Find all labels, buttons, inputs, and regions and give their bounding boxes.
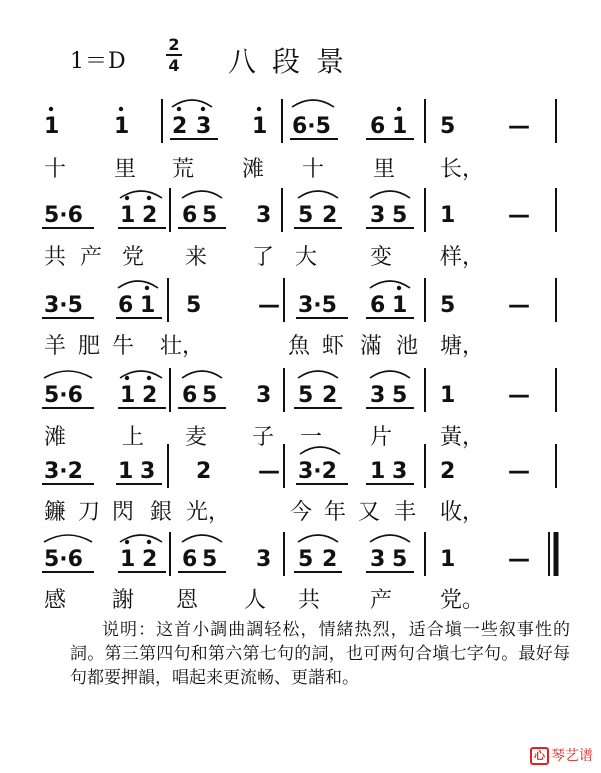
lyric-char: 人 bbox=[244, 588, 267, 613]
lyric-line-2 bbox=[0, 243, 601, 273]
note: 1 bbox=[392, 293, 408, 318]
note: 1 bbox=[44, 114, 60, 139]
slur bbox=[370, 281, 410, 288]
note: 5 bbox=[202, 547, 218, 572]
slur bbox=[370, 191, 410, 198]
lyric-char: 丰 bbox=[394, 500, 417, 525]
note: 3·2 bbox=[44, 459, 83, 484]
explanation-note: 说明：这首小調曲調轻松，情緒热烈，适合塡一些叙事性的詞。第三第四句和第六第七句的詞，也可两句合塡七字句。最好每句都要押韻，唱起来更流畅、更諧和。 bbox=[70, 620, 570, 688]
lyric-char: 鐮 bbox=[44, 500, 67, 525]
note: 5 bbox=[440, 114, 456, 139]
lyric-char: 麦 bbox=[185, 425, 208, 450]
watermark-icon: 心 bbox=[530, 747, 549, 765]
lyric-char: 滩 bbox=[44, 425, 67, 450]
lyric-char: 謝 bbox=[112, 588, 135, 613]
lyric-char: 滩 bbox=[242, 157, 265, 182]
slur bbox=[292, 100, 334, 107]
lyric-char: 感 bbox=[44, 588, 67, 613]
slur bbox=[182, 191, 222, 198]
lyric-char: 刀 bbox=[78, 500, 101, 525]
note: — bbox=[258, 293, 280, 318]
note: 3 bbox=[370, 203, 386, 228]
note: 1 bbox=[140, 293, 156, 318]
note: 1 bbox=[392, 114, 408, 139]
note: 5 bbox=[392, 547, 408, 572]
octave-dot bbox=[397, 107, 401, 111]
slur bbox=[298, 371, 338, 378]
slur bbox=[118, 281, 158, 288]
note: 5 bbox=[202, 383, 218, 408]
lyric-char: 荒 bbox=[172, 157, 195, 182]
lyric-char: 党 bbox=[122, 245, 145, 270]
lyric-char: 羊 bbox=[44, 334, 67, 359]
lyric-char: 虾 bbox=[322, 334, 345, 359]
note: 3 bbox=[256, 383, 272, 408]
lyric-char: 了 bbox=[252, 245, 275, 270]
slur bbox=[182, 535, 222, 542]
lyric-char: 十 bbox=[302, 157, 325, 182]
slur bbox=[44, 371, 92, 378]
note: — bbox=[508, 383, 530, 408]
note: 6 bbox=[182, 203, 198, 228]
note: 2 bbox=[322, 547, 338, 572]
slur bbox=[298, 535, 338, 542]
note: 3 bbox=[370, 383, 386, 408]
note: 2 bbox=[196, 459, 212, 484]
note: 5 bbox=[298, 383, 314, 408]
note: — bbox=[258, 459, 280, 484]
note: 6 bbox=[182, 547, 198, 572]
note: 6 bbox=[370, 293, 386, 318]
note: 5·6 bbox=[44, 383, 83, 408]
time-signature-top: 2 bbox=[168, 35, 180, 54]
note: 3·5 bbox=[44, 293, 83, 318]
lyric-char: 产 bbox=[370, 588, 393, 613]
lyric-char: 变 bbox=[370, 245, 393, 270]
lyric-char: 肥 bbox=[78, 334, 101, 359]
octave-dot bbox=[125, 376, 129, 380]
note: 1 bbox=[440, 383, 456, 408]
octave-dot bbox=[125, 540, 129, 544]
octave-dot bbox=[125, 196, 129, 200]
note: 5·6 bbox=[44, 203, 83, 228]
lyric-char: 子 bbox=[252, 425, 275, 450]
key-signature: 1＝D bbox=[70, 49, 127, 74]
octave-dot bbox=[397, 286, 401, 290]
lyric-char: 里 bbox=[114, 157, 137, 182]
note: 6 bbox=[370, 114, 386, 139]
octave-dot bbox=[49, 107, 53, 111]
note: 3·2 bbox=[298, 459, 337, 484]
note: 1 bbox=[120, 383, 136, 408]
note: 1 bbox=[114, 114, 130, 139]
slur bbox=[182, 371, 222, 378]
note: 2 bbox=[142, 547, 158, 572]
note: 1 bbox=[120, 547, 136, 572]
lyric-char: 銀 bbox=[150, 500, 173, 525]
note: 3 bbox=[392, 459, 408, 484]
note: 3·5 bbox=[298, 293, 337, 318]
note: 2 bbox=[142, 203, 158, 228]
note: 2 bbox=[440, 459, 456, 484]
lyric-char: 年 bbox=[324, 500, 347, 525]
slur bbox=[44, 535, 92, 542]
octave-dot bbox=[257, 107, 261, 111]
lyric-char: 收， bbox=[440, 500, 485, 525]
lyric-line-6 bbox=[0, 586, 601, 616]
lyric-char: 片 bbox=[370, 425, 393, 450]
slur bbox=[370, 371, 410, 378]
note: — bbox=[508, 293, 530, 318]
note: 5·6 bbox=[44, 547, 83, 572]
octave-dot bbox=[177, 107, 181, 111]
note: 5 bbox=[392, 203, 408, 228]
lyric-char: 塘， bbox=[440, 334, 485, 359]
lyric-char: 长， bbox=[440, 157, 485, 182]
note: 5 bbox=[186, 293, 202, 318]
time-signature-bottom: 4 bbox=[168, 56, 180, 75]
note: 2 bbox=[142, 383, 158, 408]
note: 1 bbox=[440, 203, 456, 228]
lyric-line-5 bbox=[0, 498, 601, 528]
note: 6·5 bbox=[292, 114, 331, 139]
octave-dot bbox=[201, 107, 205, 111]
lyric-char: 大 bbox=[295, 245, 318, 270]
lyric-char: 共 bbox=[44, 245, 67, 270]
octave-dot bbox=[147, 196, 151, 200]
octave-dot bbox=[147, 540, 151, 544]
note: 1 bbox=[120, 203, 136, 228]
note: 1 bbox=[440, 547, 456, 572]
lyric-char: 十 bbox=[44, 157, 67, 182]
lyric-line-4 bbox=[0, 423, 601, 453]
lyric-line-1 bbox=[0, 155, 601, 185]
note: 6 bbox=[118, 293, 134, 318]
note: 1 bbox=[370, 459, 386, 484]
lyric-char: 光， bbox=[186, 500, 231, 525]
lyric-char: 党。 bbox=[440, 588, 485, 613]
note: 5 bbox=[298, 547, 314, 572]
lyric-char: 产 bbox=[80, 245, 103, 270]
lyric-char: 又 bbox=[358, 500, 381, 525]
note: 3 bbox=[140, 459, 156, 484]
slur bbox=[172, 100, 212, 107]
note: 3 bbox=[256, 203, 272, 228]
lyric-char: 上 bbox=[122, 425, 145, 450]
note: 3 bbox=[256, 547, 272, 572]
watermark: 心 琴艺谱 bbox=[530, 745, 593, 765]
slur bbox=[298, 191, 338, 198]
note: 3 bbox=[196, 114, 212, 139]
note: 2 bbox=[172, 114, 188, 139]
note: 2 bbox=[322, 383, 338, 408]
octave-dot bbox=[119, 107, 123, 111]
lyric-char: 今 bbox=[290, 500, 313, 525]
lyric-char: 滿 bbox=[360, 334, 383, 359]
note: — bbox=[508, 203, 530, 228]
lyric-char: 样， bbox=[440, 245, 485, 270]
lyric-char: 壮， bbox=[160, 334, 205, 359]
lyric-char: 黃， bbox=[440, 425, 485, 450]
lyric-line-3 bbox=[0, 332, 601, 362]
note: — bbox=[508, 547, 530, 572]
lyric-char: 池 bbox=[396, 334, 419, 359]
note: 6 bbox=[182, 383, 198, 408]
note: 1 bbox=[252, 114, 268, 139]
note: 5 bbox=[440, 293, 456, 318]
note: 3 bbox=[370, 547, 386, 572]
lyric-char: 共 bbox=[298, 588, 321, 613]
note: 5 bbox=[298, 203, 314, 228]
octave-dot bbox=[147, 376, 151, 380]
lyric-char: 一 bbox=[300, 425, 323, 450]
lyric-char: 魚 bbox=[288, 334, 311, 359]
lyric-char: 閃 bbox=[112, 500, 135, 525]
note: — bbox=[508, 114, 530, 139]
octave-dot bbox=[145, 286, 149, 290]
lyric-char: 恩 bbox=[176, 588, 199, 613]
lyric-char: 来 bbox=[185, 245, 208, 270]
slur bbox=[370, 535, 410, 542]
note: 5 bbox=[392, 383, 408, 408]
note: 2 bbox=[322, 203, 338, 228]
note: 5 bbox=[202, 203, 218, 228]
song-title: 八段景 bbox=[228, 45, 361, 78]
lyric-char: 牛 bbox=[112, 334, 135, 359]
lyric-char: 里 bbox=[373, 157, 396, 182]
note: 1 bbox=[118, 459, 134, 484]
note: — bbox=[508, 459, 530, 484]
